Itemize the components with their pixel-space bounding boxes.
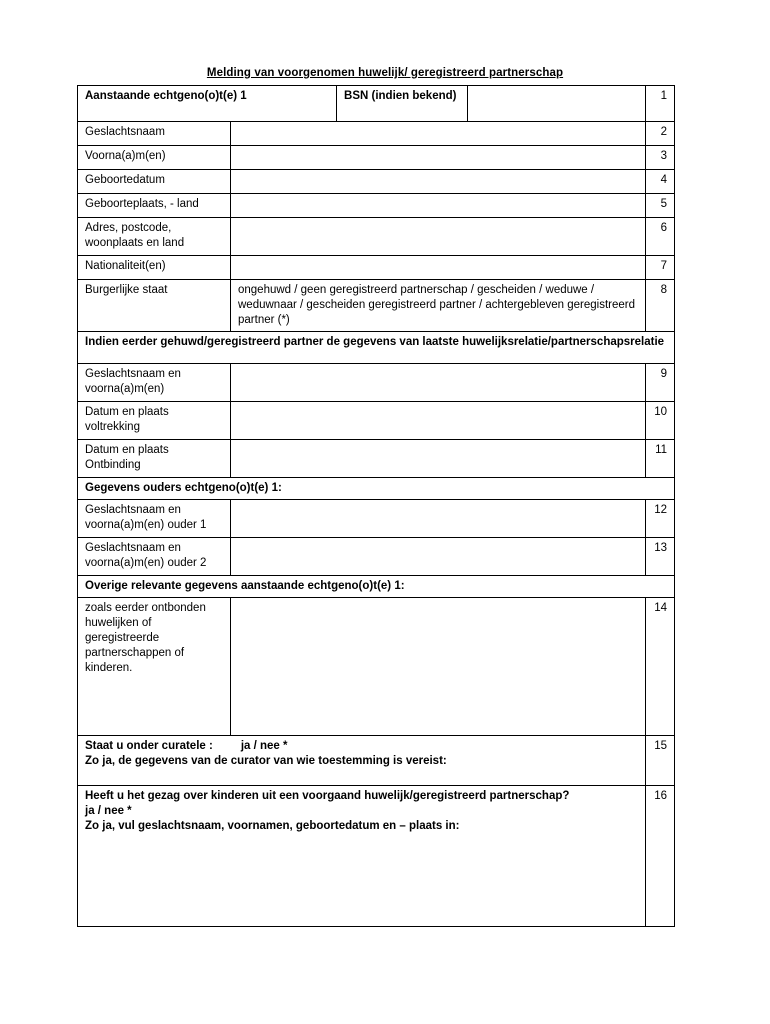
field-label: Geboortedatum [78,170,231,194]
section-header-row [78,576,675,598]
gezag-followup: Zo ja, vul geslachtsnaam, voornamen, geboortedatum en – plaats in: [85,820,460,832]
address-field[interactable] [231,218,646,256]
parent-2-field[interactable] [231,538,646,576]
form-row-parent-1 [78,500,675,538]
dissolution-field[interactable] [231,440,646,478]
curatele-followup: Zo ja, de gegevens van de curator van wie toestemming is vereist: [85,755,447,767]
section-header-row [78,478,675,500]
row-number: 14 [646,598,675,736]
previous-relationship-heading: Indien eerder gehuwd/geregistreerd partner de gegevens van laatste huwelijksrelatie/partnerschapsrelatie [78,332,675,364]
first-names-field[interactable] [231,146,646,170]
field-label: Datum en plaats voltrekking [78,402,231,440]
curatele-options[interactable]: ja / nee * [240,740,288,752]
field-label: Datum en plaats Ontbinding [78,440,231,478]
prev-partner-name-field[interactable] [231,364,646,402]
form-row-parent-2 [78,538,675,576]
row-number: 12 [646,500,675,538]
form-row-other-info [78,598,675,736]
bsn-field[interactable] [468,86,646,122]
form-row-gezag [78,786,675,927]
section-header-row [78,332,675,364]
field-label: Voorna(a)m(en) [78,146,231,170]
row-number: 6 [646,218,675,256]
row-number: 7 [646,256,675,280]
row-number: 4 [646,170,675,194]
form-row-curatele [78,736,675,786]
gezag-options[interactable]: ja / nee * [85,805,132,817]
row-number: 15 [646,736,675,786]
row-number: 16 [646,786,675,927]
row-number: 10 [646,402,675,440]
field-label: Adres, postcode, woonplaats en land [78,218,231,256]
field-label: Geslachtsnaam en voorna(a)m(en) [78,364,231,402]
surname-field[interactable] [231,122,646,146]
row-number: 8 [646,280,675,332]
field-label: Geslachtsnaam en voorna(a)m(en) ouder 2 [78,538,231,576]
birth-date-field[interactable] [231,170,646,194]
row-number: 13 [646,538,675,576]
other-info-field[interactable] [231,598,646,736]
form-row-prev-partner-name [78,364,675,402]
parent-1-field[interactable] [231,500,646,538]
other-info-heading: Overige relevante gegevens aanstaande echtgeno(o)t(e) 1: [78,576,675,598]
form-row-birth-place [78,194,675,218]
spouse-1-heading: Aanstaande echtgeno(o)t(e) 1 [78,86,337,122]
row-number: 5 [646,194,675,218]
nationality-field[interactable] [231,256,646,280]
row-number: 11 [646,440,675,478]
curatele-cell[interactable] [78,736,646,786]
form-row-dissolution [78,440,675,478]
field-label: Burgerlijke staat [78,280,231,332]
form-row-birth-date [78,170,675,194]
form-row-first-names [78,146,675,170]
row-number: 2 [646,122,675,146]
conclusion-field[interactable] [231,402,646,440]
gezag-cell[interactable] [78,786,646,927]
form-row-marital-status [78,280,675,332]
field-label: Nationaliteit(en) [78,256,231,280]
form-row-nationality [78,256,675,280]
row-number: 1 [646,86,675,122]
form-row-conclusion [78,402,675,440]
row-number: 3 [646,146,675,170]
field-label: Geslachtsnaam en voorna(a)m(en) ouder 1 [78,500,231,538]
marital-status-options[interactable]: ongehuwd / geen geregistreerd partnerschap / gescheiden / weduwe / weduwnaar / gescheiden geregistreerd partner / achtergebleven geregistreerd partner (*) [231,280,646,332]
header-row [78,86,675,122]
registration-form-table [77,85,675,927]
page-title: Melding van voorgenomen huwelijk/ geregistreerd partnerschap [206,67,564,79]
form-row-surname [78,122,675,146]
field-label: Geslachtsnaam [78,122,231,146]
gezag-question: Heeft u het gezag over kinderen uit een voorgaand huwelijk/geregistreerd partnerschap? [85,790,570,802]
field-label: zoals eerder ontbonden huwelijken of geregistreerde partnerschappen of kinderen. [78,598,231,736]
parents-heading: Gegevens ouders echtgeno(o)t(e) 1: [78,478,675,500]
field-label: Geboorteplaats, - land [78,194,231,218]
bsn-label: BSN (indien bekend) [337,86,468,122]
birth-place-field[interactable] [231,194,646,218]
form-row-address [78,218,675,256]
row-number: 9 [646,364,675,402]
curatele-question: Staat u onder curatele : [85,740,213,752]
